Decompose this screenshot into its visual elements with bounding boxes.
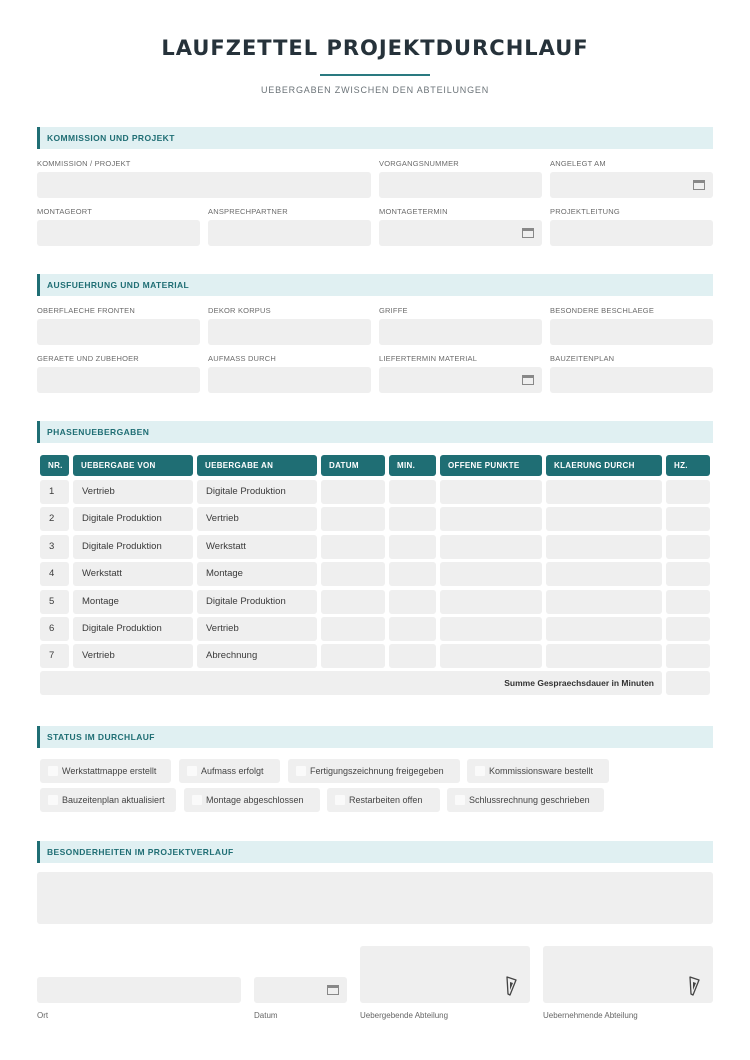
summary-label: Summe Gespraechsdauer in Minuten [504,678,654,688]
table-cell-hz[interactable] [666,480,710,504]
summary-total-field[interactable] [666,671,710,695]
section-ausfuehrung-title: AUSFUEHRUNG UND MATERIAL [47,280,190,290]
table-cell-datum[interactable] [321,562,385,586]
signature-pen-icon [504,976,518,996]
checkbox[interactable] [455,795,465,805]
geraete-zubehoer-field[interactable] [37,367,200,393]
table-cell-uebergabe-an: Vertrieb [197,507,317,531]
table-cell-uebergabe-an: Abrechnung [197,644,317,668]
status-checkbox-item[interactable] [40,788,176,812]
datum-label: Datum [254,1011,278,1020]
uebergebende-label: Uebergebende Abteilung [360,1011,449,1020]
checkbox[interactable] [48,766,58,776]
table-cell-nr: 2 [40,507,69,531]
status-checkbox-item[interactable] [447,788,604,812]
calendar-icon[interactable] [522,228,534,238]
section-status-header [37,726,713,748]
header-min: MIN. [389,455,436,476]
table-cell-datum[interactable] [321,535,385,559]
checkbox[interactable] [48,795,58,805]
table-cell-uebergabe-an: Digitale Produktion [197,480,317,504]
table-cell-offene-punkte[interactable] [440,507,542,531]
status-checkbox-label: Aufmass erfolgt [201,766,264,776]
table-cell-uebergabe-an: Werkstatt [197,535,317,559]
table-cell-klaerung-durch[interactable] [546,562,662,586]
status-checkbox-label: Restarbeiten offen [349,795,423,805]
aufmass-durch-label: AUFMASS DURCH [208,354,277,363]
table-cell-klaerung-durch[interactable] [546,590,662,614]
table-cell-min[interactable] [389,562,436,586]
ort-label: Ort [37,1011,49,1020]
table-cell-nr: 3 [40,535,69,559]
table-cell-uebergabe-von: Digitale Produktion [73,507,193,531]
vorgangsnummer-field[interactable] [379,172,542,198]
besondere-beschlaege-label: BESONDERE BESCHLAEGE [550,306,655,315]
signature-uebernehmende-field[interactable] [543,946,713,1003]
table-cell-datum[interactable] [321,507,385,531]
status-checkbox-item[interactable] [327,788,440,812]
table-cell-hz[interactable] [666,617,710,641]
title-divider [320,74,430,76]
table-cell-min[interactable] [389,535,436,559]
table-cell-uebergabe-an: Montage [197,562,317,586]
status-checkbox-label: Bauzeitenplan aktualisiert [62,795,165,805]
header-uebergabe-von: UEBERGABE VON [73,455,193,476]
liefertermin-material-field[interactable] [379,367,542,393]
checkbox[interactable] [475,766,485,776]
table-cell-min[interactable] [389,644,436,668]
section-besonderheiten-header [37,841,713,863]
calendar-icon[interactable] [693,180,705,190]
status-checkbox-label: Fertigungszeichnung freigegeben [310,766,444,776]
status-checkbox-label: Montage abgeschlossen [206,795,304,805]
table-cell-klaerung-durch[interactable] [546,480,662,504]
table-cell-min[interactable] [389,590,436,614]
status-checkbox-item[interactable] [467,759,609,783]
griffe-label: GRIFFE [379,306,408,315]
besonderheiten-textarea[interactable] [37,872,713,924]
table-cell-offene-punkte[interactable] [440,590,542,614]
table-cell-offene-punkte[interactable] [440,644,542,668]
ort-field[interactable] [37,977,241,1003]
section-status-title: STATUS IM DURCHLAUF [47,732,155,742]
kommission-projekt-field[interactable] [37,172,371,198]
montagetermin-label: MONTAGETERMIN [379,207,448,216]
table-cell-klaerung-durch[interactable] [546,644,662,668]
uebernehmende-label: Uebernehmende Abteilung [543,1011,638,1020]
checkbox[interactable] [335,795,345,805]
status-checkbox-item[interactable] [184,788,320,812]
section-phasen-header [37,421,713,443]
table-cell-nr: 1 [40,480,69,504]
table-cell-datum[interactable] [321,480,385,504]
projektleitung-label: PROJEKTLEITUNG [550,207,620,216]
table-cell-hz[interactable] [666,644,710,668]
dekor-korpus-field[interactable] [208,319,371,345]
ansprechpartner-field[interactable] [208,220,371,246]
table-cell-offene-punkte[interactable] [440,617,542,641]
table-cell-offene-punkte[interactable] [440,562,542,586]
table-cell-uebergabe-an: Digitale Produktion [197,590,317,614]
oberflaeche-fronten-label: OBERFLAECHE FRONTEN [37,306,135,315]
datum-field[interactable] [254,977,347,1003]
oberflaeche-fronten-field[interactable] [37,319,200,345]
table-cell-klaerung-durch[interactable] [546,535,662,559]
checkbox[interactable] [187,766,197,776]
aufmass-durch-field[interactable] [208,367,371,393]
montagetermin-field[interactable] [379,220,542,246]
table-cell-uebergabe-von: Digitale Produktion [73,535,193,559]
montageort-field[interactable] [37,220,200,246]
header-nr: NR. [40,455,69,476]
griffe-field[interactable] [379,319,542,345]
status-checkbox-item[interactable] [288,759,460,783]
table-cell-hz[interactable] [666,507,710,531]
section-kommission-header [37,127,713,149]
table-cell-min[interactable] [389,480,436,504]
ansprechpartner-label: ANSPRECHPARTNER [208,207,288,216]
summary-row [40,671,662,695]
section-ausfuehrung-header [37,274,713,296]
table-cell-hz[interactable] [666,535,710,559]
besondere-beschlaege-field[interactable] [550,319,713,345]
table-cell-hz[interactable] [666,590,710,614]
calendar-icon[interactable] [522,375,534,385]
status-checkbox-item[interactable] [40,759,171,783]
table-cell-offene-punkte[interactable] [440,480,542,504]
page-subtitle: UEBERGABEN ZWISCHEN DEN ABTEILUNGEN [260,85,490,95]
header-uebergabe-an: UEBERGABE AN [197,455,317,476]
signature-pen-icon [687,976,701,996]
table-cell-hz[interactable] [666,562,710,586]
section-phasen-title: PHASENUEBERGABEN [47,427,150,437]
header-datum: DATUM [321,455,385,476]
table-cell-uebergabe-von: Digitale Produktion [73,617,193,641]
vorgangsnummer-label: VORGANGSNUMMER [379,159,459,168]
table-cell-nr: 5 [40,590,69,614]
section-besonderheiten-title: BESONDERHEITEN IM PROJEKTVERLAUF [47,847,234,857]
header-hz: HZ. [666,455,710,476]
bauzeitenplan-label: BAUZEITENPLAN [550,354,615,363]
dekor-korpus-label: DEKOR KORPUS [208,306,271,315]
status-checkbox-label: Werkstattmappe erstellt [62,766,157,776]
table-cell-min[interactable] [389,507,436,531]
header-offene-punkte: OFFENE PUNKTE [440,455,542,476]
status-checkbox-label: Kommissionsware bestellt [489,766,594,776]
table-cell-klaerung-durch[interactable] [546,507,662,531]
calendar-icon[interactable] [327,985,339,995]
table-cell-uebergabe-von: Montage [73,590,193,614]
kommission-projekt-label: KOMMISSION / PROJEKT [37,159,131,168]
signature-uebergebende-field[interactable] [360,946,530,1003]
section-kommission-title: KOMMISSION UND PROJEKT [47,133,175,143]
bauzeitenplan-field[interactable] [550,367,713,393]
table-cell-min[interactable] [389,617,436,641]
angelegt-am-field[interactable] [550,172,713,198]
table-cell-klaerung-durch[interactable] [546,617,662,641]
table-cell-datum[interactable] [321,617,385,641]
projektleitung-field[interactable] [550,220,713,246]
header-klaerung-durch: KLAERUNG DURCH [546,455,662,476]
checkbox[interactable] [192,795,202,805]
table-cell-uebergabe-von: Werkstatt [73,562,193,586]
angelegt-am-label: ANGELEGT AM [550,159,606,168]
table-cell-nr: 4 [40,562,69,586]
table-cell-nr: 7 [40,644,69,668]
page-title: LAUFZETTEL PROJEKTDURCHLAUF [161,36,589,60]
table-cell-uebergabe-an: Vertrieb [197,617,317,641]
liefertermin-material-label: LIEFERTERMIN MATERIAL [379,354,478,363]
table-cell-nr: 6 [40,617,69,641]
status-checkbox-item[interactable] [179,759,280,783]
status-checkbox-label: Schlussrechnung geschrieben [469,795,590,805]
checkbox[interactable] [296,766,306,776]
table-cell-uebergabe-von: Vertrieb [73,644,193,668]
table-cell-uebergabe-von: Vertrieb [73,480,193,504]
geraete-zubehoer-label: GERAETE UND ZUBEHOER [37,354,139,363]
montageort-label: MONTAGEORT [37,207,93,216]
table-cell-datum[interactable] [321,590,385,614]
table-cell-datum[interactable] [321,644,385,668]
table-cell-offene-punkte[interactable] [440,535,542,559]
